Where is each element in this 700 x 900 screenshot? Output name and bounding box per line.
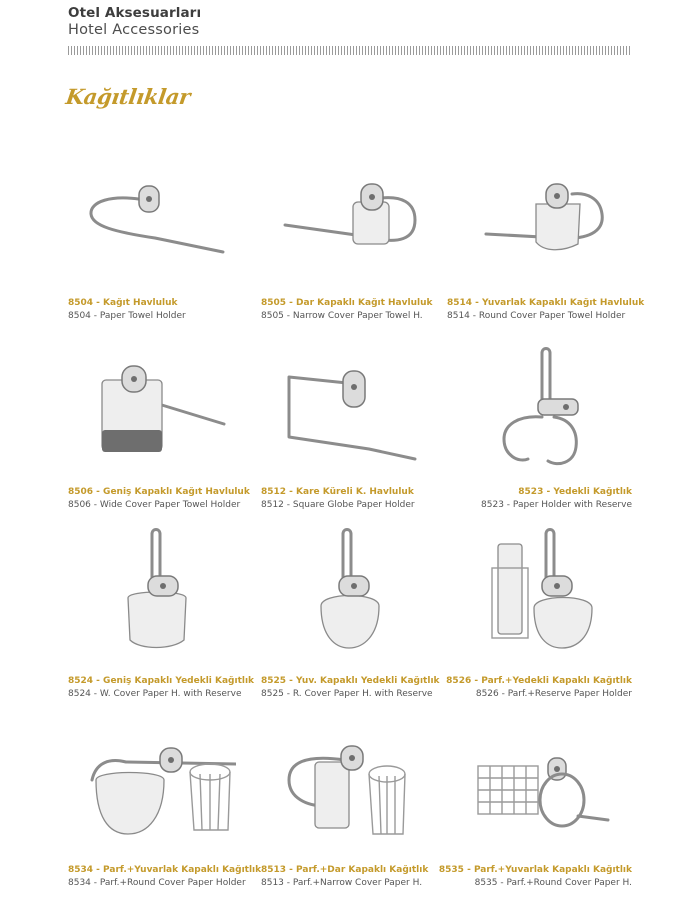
product-caption-8526 bbox=[432, 675, 632, 701]
product-image-8526 bbox=[488, 528, 600, 658]
product-name-en: 8513 - Parf.+Narrow Cover Paper H. bbox=[261, 878, 423, 888]
product-name-tr: 8523 - Yedekli Kağıtlık bbox=[518, 487, 632, 497]
product-caption-8504 bbox=[68, 297, 268, 323]
product-caption-8535 bbox=[432, 864, 632, 890]
product-name-en: 8534 - Parf.+Round Cover Paper Holder bbox=[68, 878, 246, 888]
product-name-en: 8523 - Paper Holder with Reserve bbox=[481, 500, 632, 510]
product-name-tr: 8524 - Geniş Kapaklı Yedekli Kağıtlık bbox=[68, 676, 255, 686]
product-name-tr: 8525 - Yuv. Kapaklı Yedekli Kağıtlık bbox=[261, 676, 440, 686]
product-name-tr: 8526 - Parf.+Yedekli Kapaklı Kağıtlık bbox=[446, 676, 632, 686]
product-image-8514 bbox=[482, 180, 607, 260]
product-name-en: 8505 - Narrow Cover Paper Towel H. bbox=[261, 311, 423, 321]
product-name-tr: 8504 - Kağıt Havluluk bbox=[68, 298, 178, 308]
product-caption-8523 bbox=[432, 486, 632, 512]
product-name-en: 8514 - Round Cover Paper Towel Holder bbox=[447, 311, 626, 321]
product-name-tr: 8505 - Dar Kapaklı Kağıt Havluluk bbox=[261, 298, 433, 308]
header-title-tr: Otel Aksesuarları bbox=[68, 5, 202, 21]
product-image-8534 bbox=[86, 740, 236, 840]
product-image-8525 bbox=[313, 528, 388, 658]
product-caption-8505 bbox=[261, 297, 461, 323]
product-image-8512 bbox=[283, 365, 423, 465]
product-name-tr: 8535 - Parf.+Yuvarlak Kapaklı Kağıtlık bbox=[438, 865, 632, 875]
product-image-8513 bbox=[285, 740, 415, 840]
product-image-8504 bbox=[85, 180, 230, 260]
product-caption-8514 bbox=[447, 297, 647, 323]
product-caption-8534 bbox=[68, 864, 268, 890]
product-name-tr: 8512 - Kare Küreli K. Havluluk bbox=[261, 487, 414, 497]
product-image-8523 bbox=[498, 345, 588, 470]
section-title: Kağıtlıklar bbox=[64, 84, 192, 109]
header-title-en: Hotel Accessories bbox=[68, 22, 200, 38]
product-name-tr: 8506 - Geniş Kapaklı Kağıt Havluluk bbox=[68, 487, 250, 497]
product-caption-8512 bbox=[261, 486, 461, 512]
product-name-tr: 8534 - Parf.+Yuvarlak Kapaklı Kağıtlık bbox=[68, 865, 262, 875]
product-image-8524 bbox=[122, 528, 192, 658]
product-caption-8506 bbox=[68, 486, 268, 512]
product-name-en: 8512 - Square Globe Paper Holder bbox=[261, 500, 415, 510]
product-name-tr: 8514 - Yuvarlak Kapaklı Kağıt Havluluk bbox=[447, 298, 645, 308]
product-image-8535 bbox=[474, 752, 614, 832]
product-name-en: 8525 - R. Cover Paper H. with Reserve bbox=[261, 689, 433, 699]
product-name-en: 8535 - Parf.+Round Cover Paper H. bbox=[474, 878, 632, 888]
header-rule bbox=[68, 46, 632, 55]
product-image-8505 bbox=[283, 180, 423, 260]
page-header bbox=[68, 5, 201, 38]
product-caption-8524 bbox=[68, 675, 268, 701]
product-name-en: 8524 - W. Cover Paper H. with Reserve bbox=[68, 689, 242, 699]
product-name-en: 8506 - Wide Cover Paper Towel Holder bbox=[68, 500, 241, 510]
product-name-en: 8526 - Parf.+Reserve Paper Holder bbox=[475, 689, 632, 699]
product-name-en: 8504 - Paper Towel Holder bbox=[68, 311, 186, 321]
product-caption-8513 bbox=[261, 864, 461, 890]
product-image-8506 bbox=[92, 360, 232, 465]
product-caption-8525 bbox=[261, 675, 461, 701]
product-name-tr: 8513 - Parf.+Dar Kapaklı Kağıtlık bbox=[261, 865, 429, 875]
